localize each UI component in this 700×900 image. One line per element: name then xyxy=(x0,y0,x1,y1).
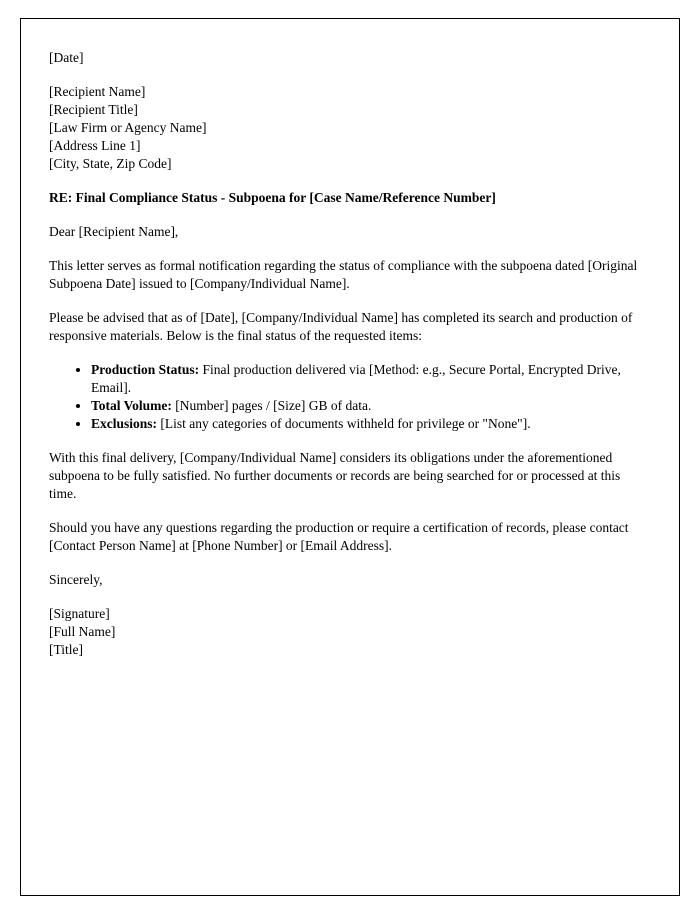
bullet-label-production-status: Production Status: xyxy=(91,362,200,377)
date-line xyxy=(49,49,649,67)
recipient-name: [Recipient Name] xyxy=(49,84,146,99)
list-item-production-status xyxy=(91,361,649,397)
paragraph-contact: Should you have any questions regarding the production or require a certification of records, please contact [Contact Person Name] at [Phone Number] or [Email Address]. xyxy=(49,520,629,553)
letter-body xyxy=(21,19,679,659)
bullet-text-production-status: Final production delivered via [Method: e.g., Secure Portal, Encrypted Drive, Email]. xyxy=(91,362,621,395)
paragraph-status: Please be advised that as of [Date], [Company/Individual Name] has completed its search and production of responsive materials. Below is the final status of the requested items: xyxy=(49,310,633,343)
letter-page xyxy=(20,18,680,896)
paragraph-intro: This letter serves as formal notification regarding the status of compliance with the subpoena dated [Original Subpoena Date] issued to [Company/Individual Name]. xyxy=(49,258,638,291)
list-item-total-volume xyxy=(91,397,649,415)
status-list xyxy=(49,361,649,433)
date-placeholder: [Date] xyxy=(49,50,84,65)
recipient-city-state-zip: [City, State, Zip Code] xyxy=(49,156,172,171)
recipient-address-line-1: [Address Line 1] xyxy=(49,138,141,153)
signature-block xyxy=(49,605,649,659)
bullet-text-total-volume: [Number] pages / [Size] GB of data. xyxy=(171,398,372,413)
closing: Sincerely, xyxy=(49,572,103,587)
subject-line: RE: Final Compliance Status - Subpoena for [Case Name/Reference Number] xyxy=(49,190,496,205)
bullet-text-exclusions: [List any categories of documents withheld for privilege or "None"]. xyxy=(157,416,531,431)
recipient-firm: [Law Firm or Agency Name] xyxy=(49,120,207,135)
list-item-exclusions xyxy=(91,415,649,433)
salutation: Dear [Recipient Name], xyxy=(49,224,179,239)
paragraph-final-delivery: With this final delivery, [Company/Individual Name] considers its obligations under the aforementioned subpoena to be fully satisfied. No further documents or records are being searched for or processed at this time. xyxy=(49,450,621,501)
signer-title: [Title] xyxy=(49,642,84,657)
recipient-title: [Recipient Title] xyxy=(49,102,138,117)
bullet-label-total-volume: Total Volume: xyxy=(91,398,172,413)
recipient-address-block xyxy=(49,83,649,173)
signature-placeholder: [Signature] xyxy=(49,606,110,621)
signer-full-name: [Full Name] xyxy=(49,624,116,639)
bullet-label-exclusions: Exclusions: xyxy=(91,416,158,431)
